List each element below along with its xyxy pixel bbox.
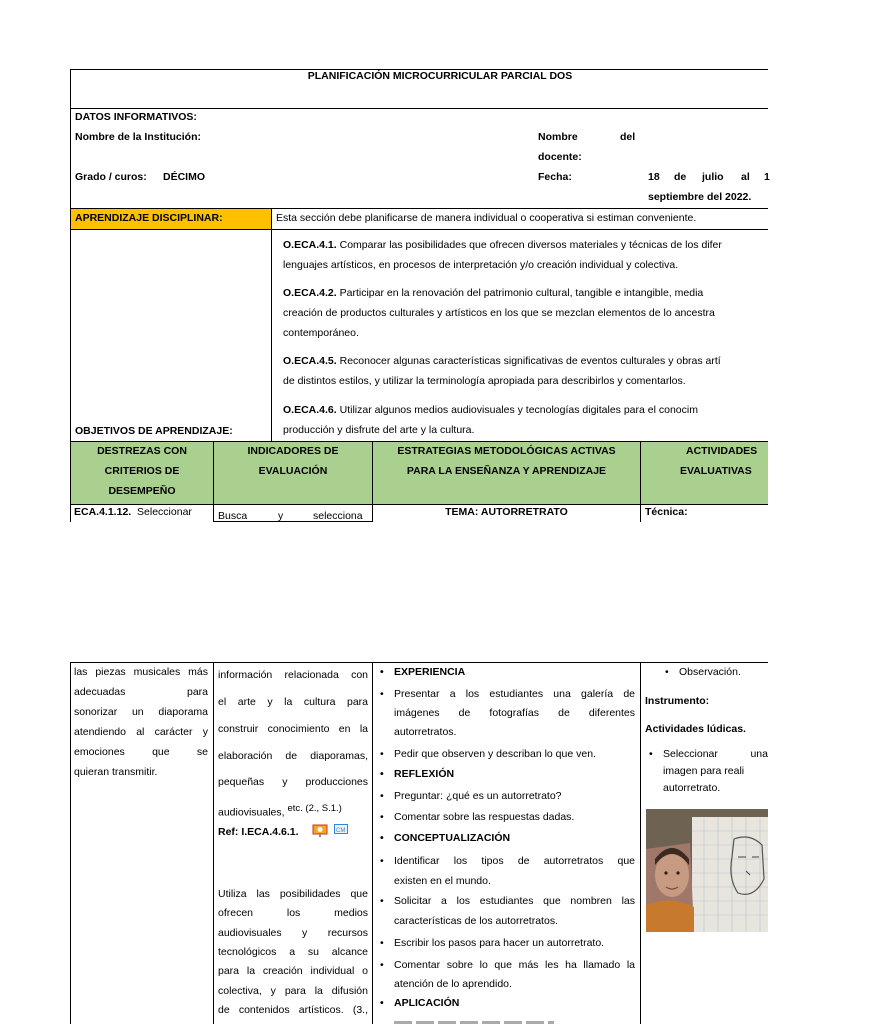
seleccionar-line-1: • Seleccionar una [663,746,768,763]
strategy-conceptualizacion: • CONCEPTUALIZACIÓN [394,828,510,848]
observacion-item: • Observación. [679,662,741,682]
header-destrezas-1: DESTREZAS CON [97,445,187,457]
del-label: del [620,131,636,143]
destreza-line-3: sonorizar un diaporama [74,706,208,718]
indicador-line-1: información relacionada con [218,669,368,681]
strategy-comentar-mas: • Comentar sobre lo que más les ha llamado la [394,955,635,975]
indicador-line-2: el arte y la cultura para [218,696,368,708]
indicador-w2: y [278,510,284,522]
objective-3-line1 [283,351,721,371]
strategy-reflexion: • REFLEXIÓN [394,764,454,784]
indicador2-line-5: para la creación individual o [218,965,368,977]
objective-1-line2: lenguajes artísticos, en procesos de interpretación y/o creación individual y colectiva. [283,259,679,271]
fecha-label: Fecha: [538,171,572,183]
strategy-preguntar: • Preguntar: ¿qué es un autorretrato? [394,786,562,806]
objective-1-line1 [283,235,722,255]
destreza-line-4: atendiendo al carácter y [74,726,208,738]
indicador2-line-1: Utiliza las posibilidades que [218,888,368,900]
destreza-line-2: adecuadas para [74,686,208,698]
indicador2-line-4: tecnológicos a su alcance [218,946,368,958]
indicador2-line-7: de contenidos artísticos. (3., [218,1004,368,1016]
objective-3-line2: de distintos estilos, y utilizar la terminología apropiada para describirlos y comentarlos. [283,375,686,387]
indicador-line-3: construir conocimiento en la [218,723,368,735]
objective-4-line2: producción y disfrute del arte y la cultura. [283,424,475,436]
header-indicadores-1: INDICADORES DE [247,445,339,457]
objective-2-line1 [283,283,703,303]
objective-4-code: O.ECA.4.6. [283,404,337,416]
aprendizaje-label: APRENDIZAJE DISCIPLINAR: [75,212,223,224]
strategy-galeria-cont2: autorretratos. [394,726,457,738]
svg-text:CM: CM [336,828,346,834]
institucion-label: Nombre de la Institución: [75,131,202,143]
instrumento-label: Instrumento: [645,695,710,707]
strategy-comentar: • Comentar sobre las respuestas dadas. [394,807,574,827]
indicador2-line-3: audiovisuales y recursos [218,927,368,939]
fecha-w2: de [674,171,687,183]
indicador-w3: selecciona [313,510,363,522]
nombre-label: Nombre [538,131,578,143]
strategy-cutoff-line [394,1019,554,1024]
fecha-w4: al [741,171,750,183]
datos-informativos-heading: DATOS INFORMATIVOS: [75,111,197,123]
actividades-ludicas-label: Actividades lúdicas. [645,723,746,735]
destreza-first-word: Seleccionar [137,506,192,518]
header-actividades-2: EVALUATIVAS [680,465,752,477]
indicador-w1: Busca [218,510,248,522]
objective-2-code: O.ECA.4.2. [283,287,337,299]
header-actividades-1: ACTIVIDADES [686,445,758,457]
fecha-w5: 1 [764,171,770,183]
destreza-line-1: las piezas musicales más [74,666,208,678]
objective-1-code: O.ECA.4.1. [283,239,337,251]
grado-value: DÉCIMO [163,171,205,183]
docente-label: docente: [538,151,582,163]
strategy-identificar: • Identificar los tipos de autorretratos que [394,851,635,871]
aprendizaje-text: Esta sección debe planificarse de manera individual o cooperativa si estiman conveniente. [276,212,697,224]
header-indicadores-2: EVALUACIÓN [258,465,328,477]
objective-1-text: Comparar las posibilidades que ofrecen diversos materiales y técnicas de los difer [339,239,722,251]
objective-2-text: Participar en la renovación del patrimonio cultural, tangible e intangible, media [339,287,704,299]
strategy-escribir: • Escribir los pasos para hacer un autorretrato. [394,933,604,953]
self-portrait-photo [646,809,768,932]
strategy-galeria-cont: imágenes de fotografías de diferentes [394,707,635,719]
strategy-solicitar-cont: características de los autorretratos. [394,915,558,927]
strategy-identificar-cont: existen en el mundo. [394,875,491,887]
tema-heading: TEMA: AUTORRETRATO [445,506,568,518]
indicador-line-4: elaboración de diaporamas, [218,750,368,762]
header-destrezas-3: DESEMPEÑO [108,485,176,497]
indicador2-line-2: ofrecen los medios [218,907,368,919]
destreza-code-line [74,502,192,522]
indicador-line-5: pequeñas y producciones [218,776,368,788]
strategy-aplicacion: • APLICACIÓN [394,993,459,1013]
indicador-audiovisuales: audiovisuales, [218,806,285,819]
strategy-comentar-mas-cont: atención de lo aprendido. [394,978,512,990]
presentation-icon [312,824,328,837]
seleccionar-line-2: imagen para reali [663,765,745,777]
page-title: PLANIFICACIÓN MICROCURRICULAR PARCIAL DOS [307,70,573,82]
strategy-solicitar: • Solicitar a los estudiantes que nombren las [394,891,635,911]
header-destrezas-2: CRITERIOS DE [104,465,180,477]
fecha-value-line2: septiembre del 2022. [648,191,752,203]
strategy-experiencia: • EXPERIENCIA [394,662,465,682]
header-estrategias-1: ESTRATEGIAS METODOLÓGICAS ACTIVAS [397,445,616,457]
cm-icon [334,824,348,836]
objective-2-line2: creación de productos culturales y artísticos en los que se mezclan elementos de lo ancestra [283,307,715,319]
objective-3-text: Reconocer algunas características significativas de eventos culturales y obras artí [339,355,721,367]
header-estrategias-2: PARA LA ENSEÑANZA Y APRENDIZAJE [406,465,607,477]
indicador-line-6 [218,799,342,823]
grado-label: Grado / curos: [75,171,147,183]
objetivos-label: OBJETIVOS DE APRENDIZAJE: [75,425,233,437]
seleccionar-line-3: autorretrato. [663,782,721,794]
fecha-w3: julio [702,171,724,183]
strategy-galeria: • Presentar a los estudiantes una galería de [394,684,635,704]
destreza-line-6: quieran transmitir. [74,766,158,778]
self-portrait-image [646,809,768,932]
ref-code: Ref: I.ECA.4.6.1. [218,826,299,838]
destreza-code: ECA.4.1.12. [74,506,132,518]
objective-2-line3: contemporáneo. [283,327,359,339]
objective-4-text: Utilizar algunos medios audiovisuales y tecnologías digitales para el conocim [339,404,698,416]
fecha-w1: 18 [648,171,660,183]
destreza-line-5: emociones que se [74,746,208,758]
strategy-observen: • Pedir que observen y describan lo que ven. [394,744,596,764]
indicador2-line-6: colectiva, y para la difusión [218,985,368,997]
tecnica-label: Técnica: [645,506,688,518]
indicador-small-ref: etc. (2., S.1.) [287,803,342,814]
objective-3-code: O.ECA.4.5. [283,355,337,367]
objective-4-line1 [283,400,698,420]
